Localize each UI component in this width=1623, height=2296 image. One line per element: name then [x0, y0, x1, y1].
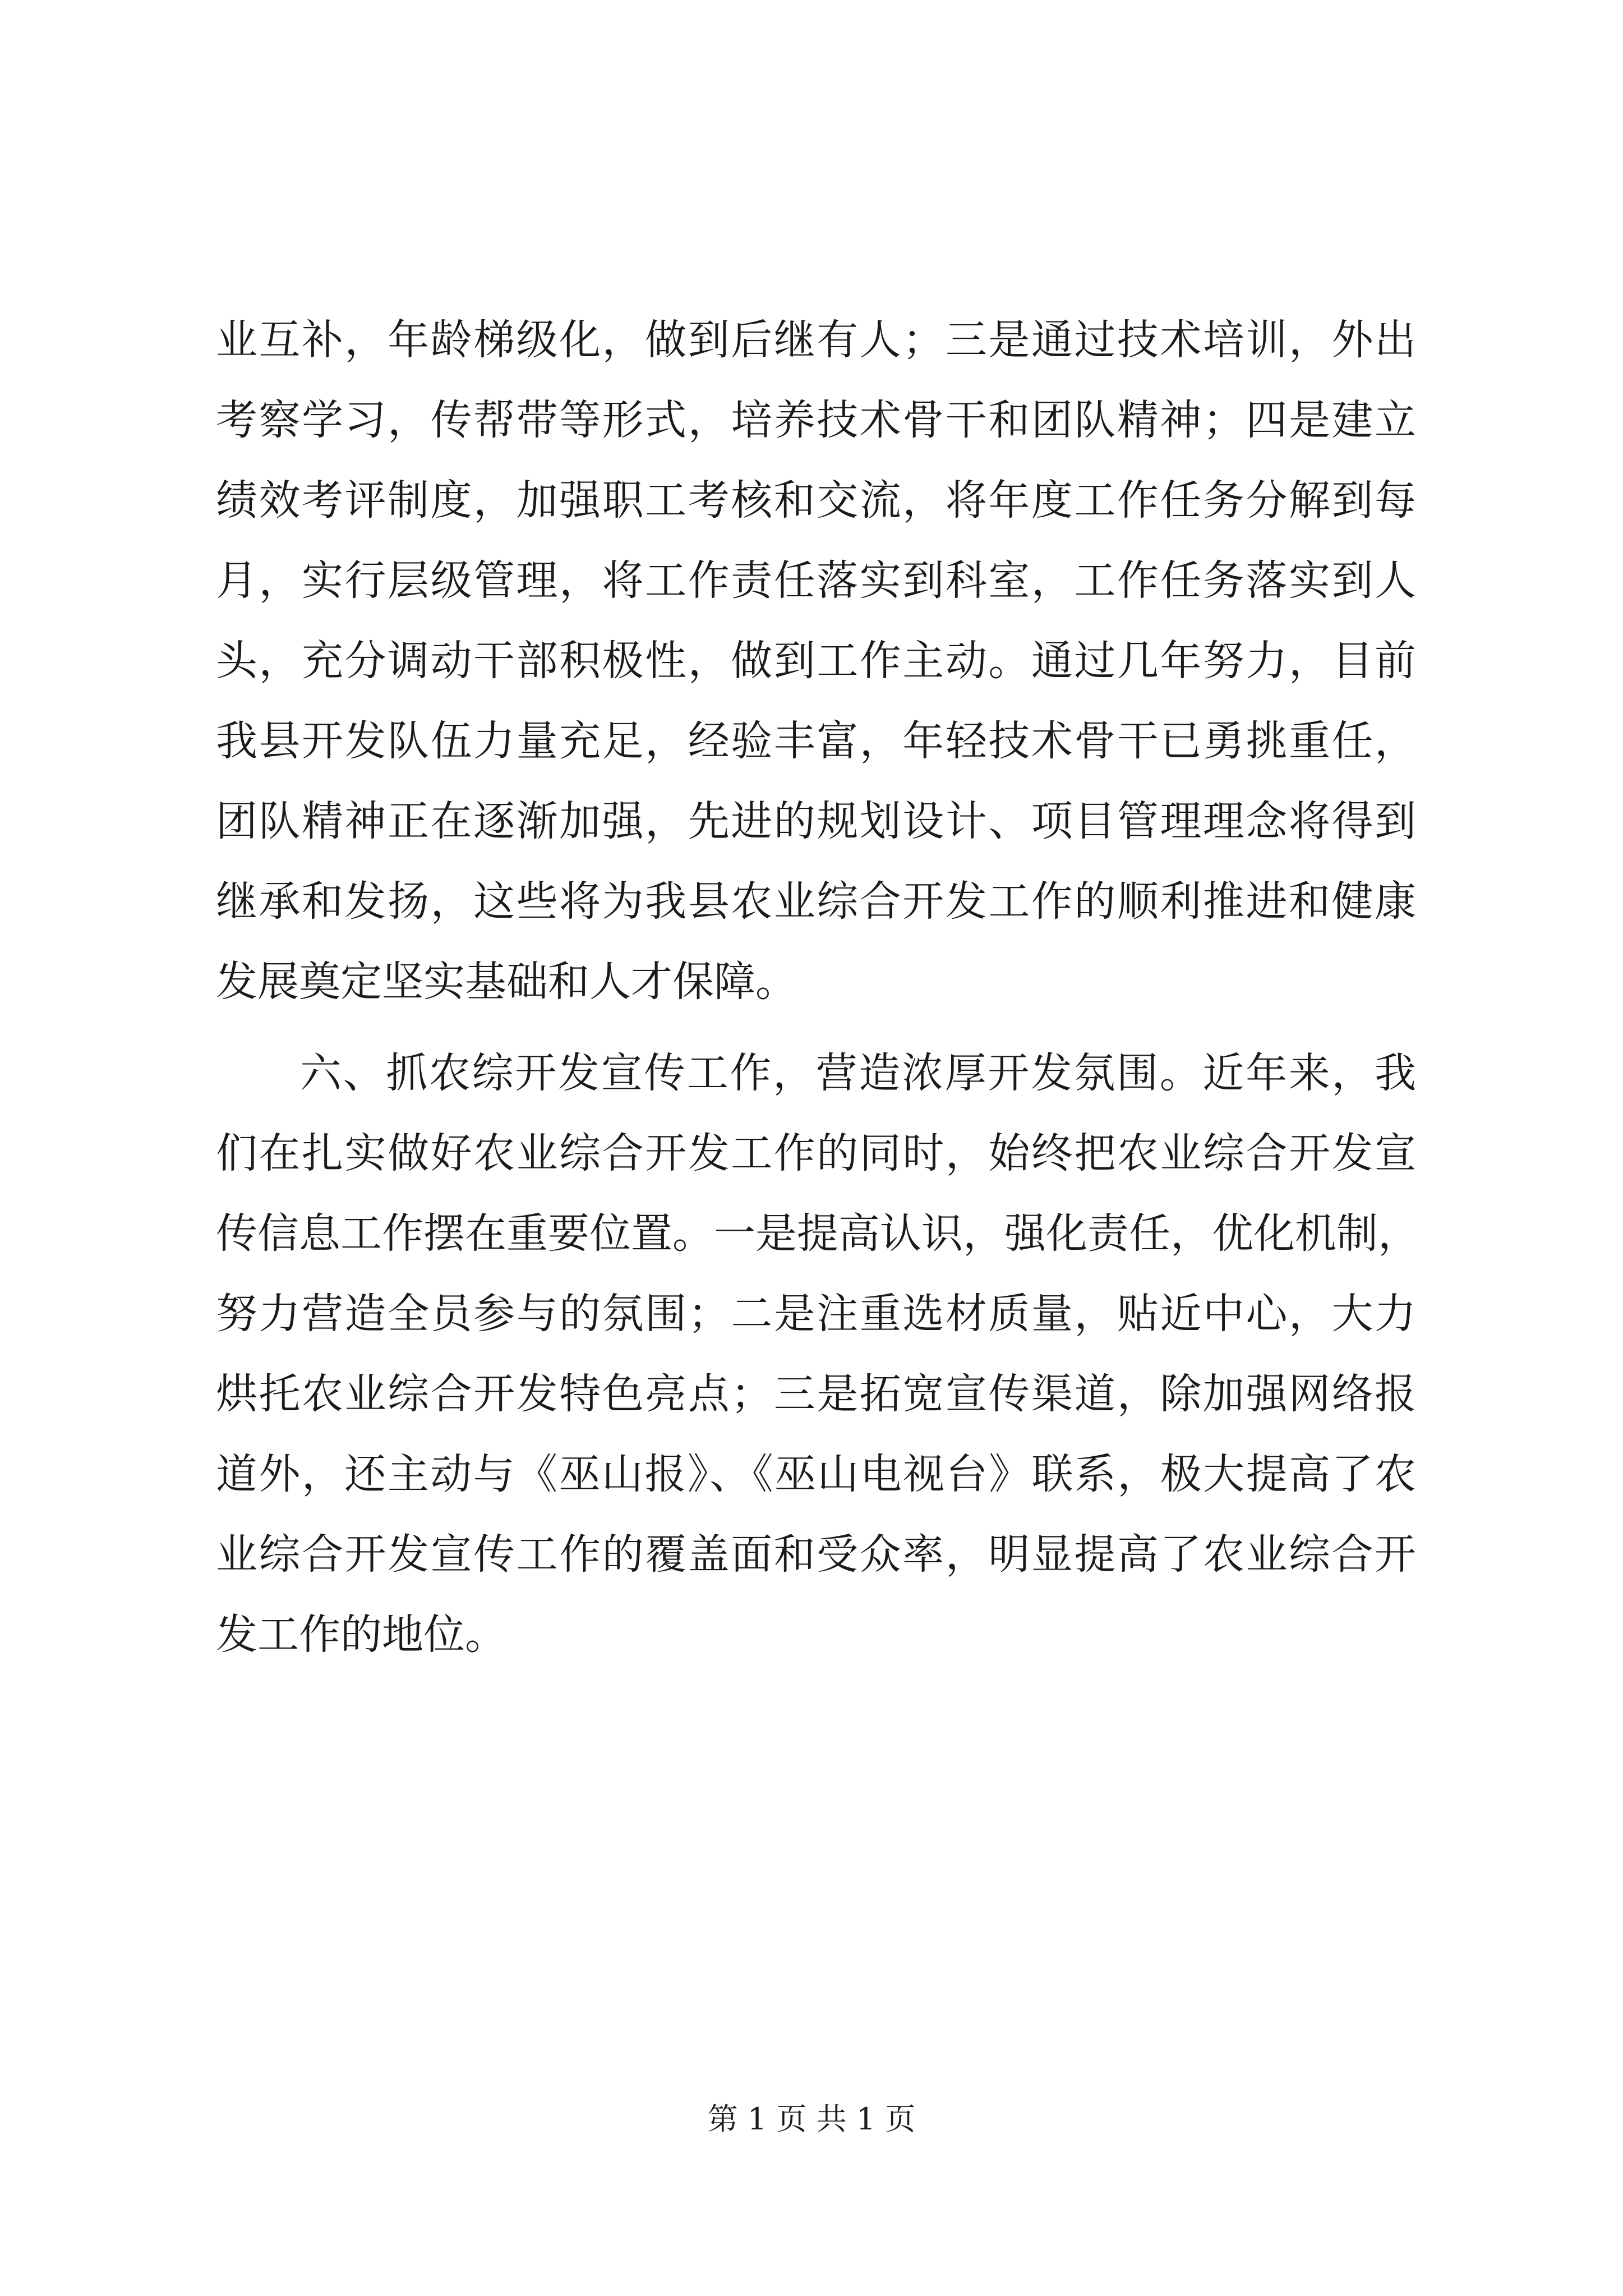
text-line: 业综合开发宣传工作的覆盖面和受众率，明显提高了农业综合开 — [216, 1530, 1416, 1579]
text-line: 我县开发队伍力量充足，经验丰富，年轻技术骨干已勇挑重任， — [216, 717, 1416, 765]
page-footer: 第 1 页 共 1 页 — [707, 2101, 916, 2137]
text-line: 传信息工作摆在重要位置。一是提高认识，强化责任，优化机制， — [216, 1209, 1419, 1258]
text-line: 团队精神正在逐渐加强，先进的规划设计、项目管理理念将得到 — [216, 797, 1416, 845]
paragraph-2 — [216, 1033, 1419, 1675]
text-line: 考察学习，传帮带等形式，培养技术骨干和团队精神；四是建立 — [216, 396, 1416, 444]
text-line: 发工作的地位。 — [216, 1611, 506, 1659]
text-line: 们在扎实做好农业综合开发工作的同时，始终把农业综合开发宣 — [216, 1129, 1416, 1177]
text-line: 头，充分调动干部积极性，做到工作主动。通过几年努力，目前 — [216, 637, 1416, 685]
paragraph-1 — [216, 300, 1416, 1022]
text-line: 业互补，年龄梯级化，做到后继有人；三是通过技术培训，外出 — [216, 316, 1416, 364]
text-line: 道外，还主动与《巫山报》、《巫山电视台》联系，极大提高了农 — [216, 1450, 1416, 1498]
text-line: 发展奠定坚实基础和人才保障。 — [216, 958, 797, 1006]
text-line: 努力营造全员参与的氛围；二是注重选材质量，贴近中心，大力 — [216, 1290, 1416, 1338]
text-line: 绩效考评制度，加强职工考核和交流，将年度工作任务分解到每 — [216, 476, 1416, 524]
body-text — [216, 300, 1419, 1675]
text-line: 继承和发扬，这些将为我县农业综合开发工作的顺利推进和健康 — [216, 877, 1416, 926]
text-line: 月，实行层级管理，将工作责任落实到科室，工作任务落实到人 — [216, 556, 1416, 605]
text-line: 烘托农业综合开发特色亮点；三是拓宽宣传渠道，除加强网络报 — [216, 1370, 1416, 1418]
text-line: 六、抓农综开发宣传工作，营造浓厚开发氛围。近年来，我 — [300, 1049, 1416, 1097]
